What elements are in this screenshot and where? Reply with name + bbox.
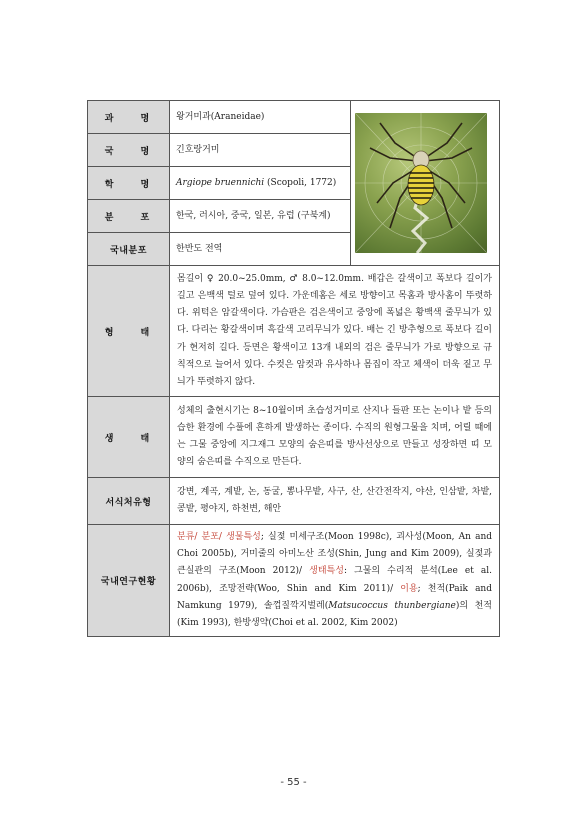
ecology-text: 성체의 출현시기는 8~10월이며 초습성거미로 산지나 들판 또는 논이나 밭 등의 습한 환경에 수풀에 흔하게 발생하는 종이다. 수직의 원형그물을 치며, 어릴 때에는 그물 중앙에 지그재그 모양의 숨은띠를 방사선상으로 만들고 성장하면 띠 모양의 숨은띠를 수직으로 만든다.	[177, 405, 492, 468]
label-morphology: 형 태	[88, 266, 170, 397]
research-species-italic: Matsucoccus thunbergiane	[328, 600, 456, 611]
spider-photo	[355, 113, 487, 253]
value-korean-name: 긴호랑거미	[170, 134, 351, 167]
value-ecology	[170, 397, 500, 478]
row-ecology	[88, 397, 500, 478]
row-morphology	[88, 266, 500, 397]
label-ecology: 생 태	[88, 397, 170, 478]
photo-cell	[351, 101, 500, 266]
label-korean-name: 국 명	[88, 134, 170, 167]
value-morphology	[170, 266, 500, 397]
row-research	[88, 525, 500, 637]
research-tag-ecology: 생태특성	[309, 566, 344, 577]
row-family	[88, 101, 500, 134]
page-number: - 55 -	[280, 777, 307, 788]
label-distribution: 분 포	[88, 200, 170, 233]
label-habitat: 서식처유형	[88, 478, 170, 525]
row-habitat	[88, 478, 500, 525]
label-research: 국내연구현황	[88, 525, 170, 637]
habitat-text: 강변, 계곡, 계밭, 논, 동굴, 뽕나무밭, 사구, 산, 산간전작지, 야산, 인삼밭, 차밭, 콩밭, 평야지, 하천변, 해안	[177, 486, 492, 514]
value-distribution: 한국, 러시아, 중국, 일본, 유럽 (구북계)	[170, 200, 351, 233]
research-tag-usage: 이용	[400, 583, 418, 594]
research-text-part3: ; 천적(Paik and Namkung 1979), 솔껍질깍지벌레(	[177, 583, 492, 611]
value-family: 왕거미과(Araneidae)	[170, 101, 351, 134]
scientific-name-author: (Scopoli, 1772)	[264, 177, 337, 188]
scientific-name-italic: Argiope bruennichi	[176, 177, 265, 188]
species-sheet	[87, 100, 500, 637]
label-scientific-name: 학 명	[88, 167, 170, 200]
value-domestic-distribution: 한반도 전역	[170, 233, 351, 266]
value-research	[170, 525, 500, 637]
label-family: 과 명	[88, 101, 170, 134]
research-text-part2: : 그물의 수리적 분석(Lee et al. 2006b), 조망전략(Woo, Shin and Kim 2011)/	[177, 566, 493, 594]
research-tag-classification: 분류/ 분포/ 생물특성	[177, 532, 261, 542]
morphology-text: 몸길이 ♀ 20.0~25.0mm, ♂ 8.0~12.0mm. 배갑은 갈색이고 폭보다 길이가 길고 은백색 털로 덮여 있다. 가운데홈은 세로 방향이고 목홈과 방사홈이 뚜렷하다. 위턱은 암갈색이다. 가슴판은 검은색이고 중앙에 폭넓은 황백색 줄무늬가 있다. 다리는 황갈색이며 흑갈색 고리무늬가 있다. 배는 긴 방추형으로 폭보다 길이가 현저히 길다. 등면은 황색이고 13개 내외의 검은 줄무늬가 가로 방향으로 규칙적으로 늘어서 있다. 수컷은 암컷과 유사하나 몸집이 작고 체색이 더욱 짙고 무늬가 뚜렷하지 않다.	[177, 273, 492, 387]
spider-photo-icon	[355, 113, 487, 253]
value-scientific-name	[170, 167, 351, 200]
research-text	[171, 526, 498, 635]
label-domestic-distribution: 국내분포	[88, 233, 170, 266]
species-table	[87, 100, 500, 637]
research-text-part1: ; 실젖 미세구조(Moon 1998c), 괴사성(Moon, An and Choi 2005b), 거미줄의 아미노산 조성(Shin, Jung and Kim 2009), 실젖과 큰실관의 구조(Moon 2012)/	[177, 532, 493, 577]
value-habitat	[170, 478, 500, 525]
research-text-part4: )의 천적(Kim 1993), 한방생약(Choi et al. 2002, Kim 2002)	[177, 600, 492, 629]
